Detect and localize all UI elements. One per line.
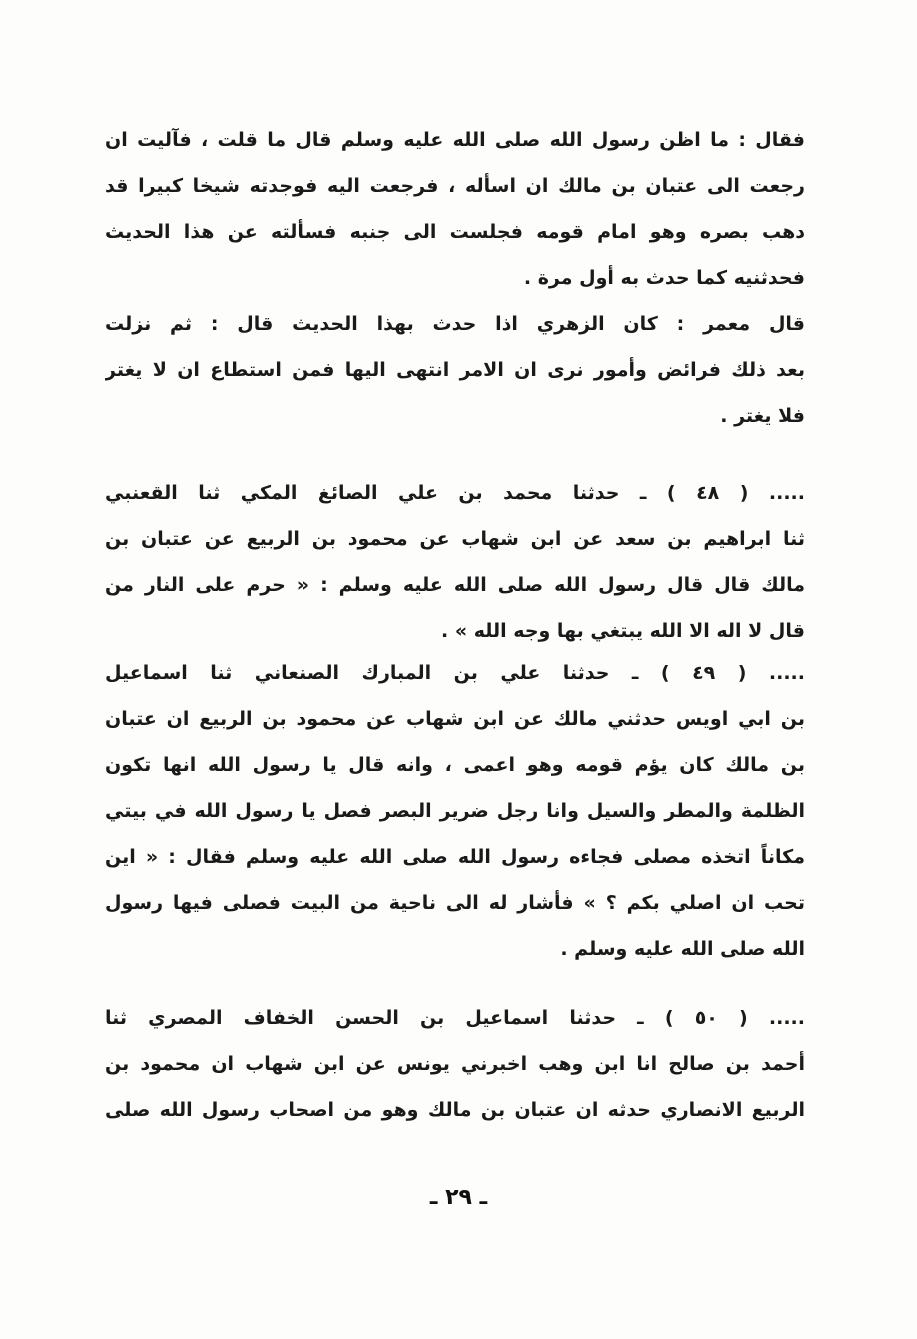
text-line: أحمد بن صالح انا ابن وهب اخبرني يونس عن ابن شهاب ان محمود بن xyxy=(105,1053,805,1075)
text-line: الله صلى الله عليه وسلم . xyxy=(560,938,805,960)
paragraph-2 xyxy=(105,301,805,439)
text-line: رجعت الى عتبان بن مالك ان اسأله ، فرجعت اليه فوجدته شيخا كبيرا قد xyxy=(105,175,805,197)
text-line: ..... ( ٥٠ ) ـ حدثنا اسماعيل بن الحسن الخفاف المصري ثنا xyxy=(105,1007,805,1029)
text-line: ثنا ابراهيم بن سعد عن ابن شهاب عن محمود بن الربيع عن عتبان بن xyxy=(105,528,805,550)
text-line: الربيع الانصاري حدثه ان عتبان بن مالك وهو من اصحاب رسول الله صلى xyxy=(105,1099,805,1121)
text-line: قال لا اله الا الله يبتغي بها وجه الله » . xyxy=(441,620,805,642)
text-line: بعد ذلك فرائض وأمور نرى ان الامر انتهى اليها فمن استطاع ان لا يغتر xyxy=(105,359,805,381)
hadith-49 xyxy=(105,650,805,972)
text-line: دهب بصره وهو امام قومه فجلست الى جنبه فسألته عن هذا الحديث xyxy=(105,221,805,243)
text-line: الظلمة والمطر والسيل وانا رجل ضرير البصر فصل يا رسول الله في بيتي xyxy=(105,800,805,822)
text-line: بن ابي اويس حدثني مالك عن ابن شهاب عن محمود بن الربيع ان عتبان xyxy=(105,708,805,730)
text-line: فحدثنيه كما حدث به أول مرة . xyxy=(523,267,805,289)
text-line: بن مالك كان يؤم قومه وهو اعمى ، وانه قال يا رسول الله انها تكون xyxy=(105,754,805,776)
hadith-48 xyxy=(105,470,805,654)
page-number: ـ ٢٩ ـ xyxy=(429,1185,488,1210)
paragraph-1 xyxy=(105,117,805,301)
hadith-50 xyxy=(105,995,805,1133)
text-line: مالك قال قال رسول الله صلى الله عليه وسلم : « حرم على النار من xyxy=(105,574,805,596)
text-line: فلا يغتر . xyxy=(720,405,805,427)
text-line: فقال : ما اظن رسول الله صلى الله عليه وسلم قال ما قلت ، فآليت ان xyxy=(105,129,805,151)
text-line: ..... ( ٤٩ ) ـ حدثنا علي بن المبارك الصنعاني ثنا اسماعيل xyxy=(105,662,805,684)
text-line: ..... ( ٤٨ ) ـ حدثنا محمد بن علي الصائغ المكي ثنا القعنبي xyxy=(105,482,805,504)
text-line: مكاناً اتخذه مصلى فجاءه رسول الله صلى الله عليه وسلم فقال : « اين xyxy=(105,846,805,868)
text-line: تحب ان اصلي بكم ؟ » فأشار له الى ناحية من البيت فصلى فيها رسول xyxy=(105,892,805,914)
text-line: قال معمر : كان الزهري اذا حدث بهذا الحديث قال : ثم نزلت xyxy=(105,313,805,335)
